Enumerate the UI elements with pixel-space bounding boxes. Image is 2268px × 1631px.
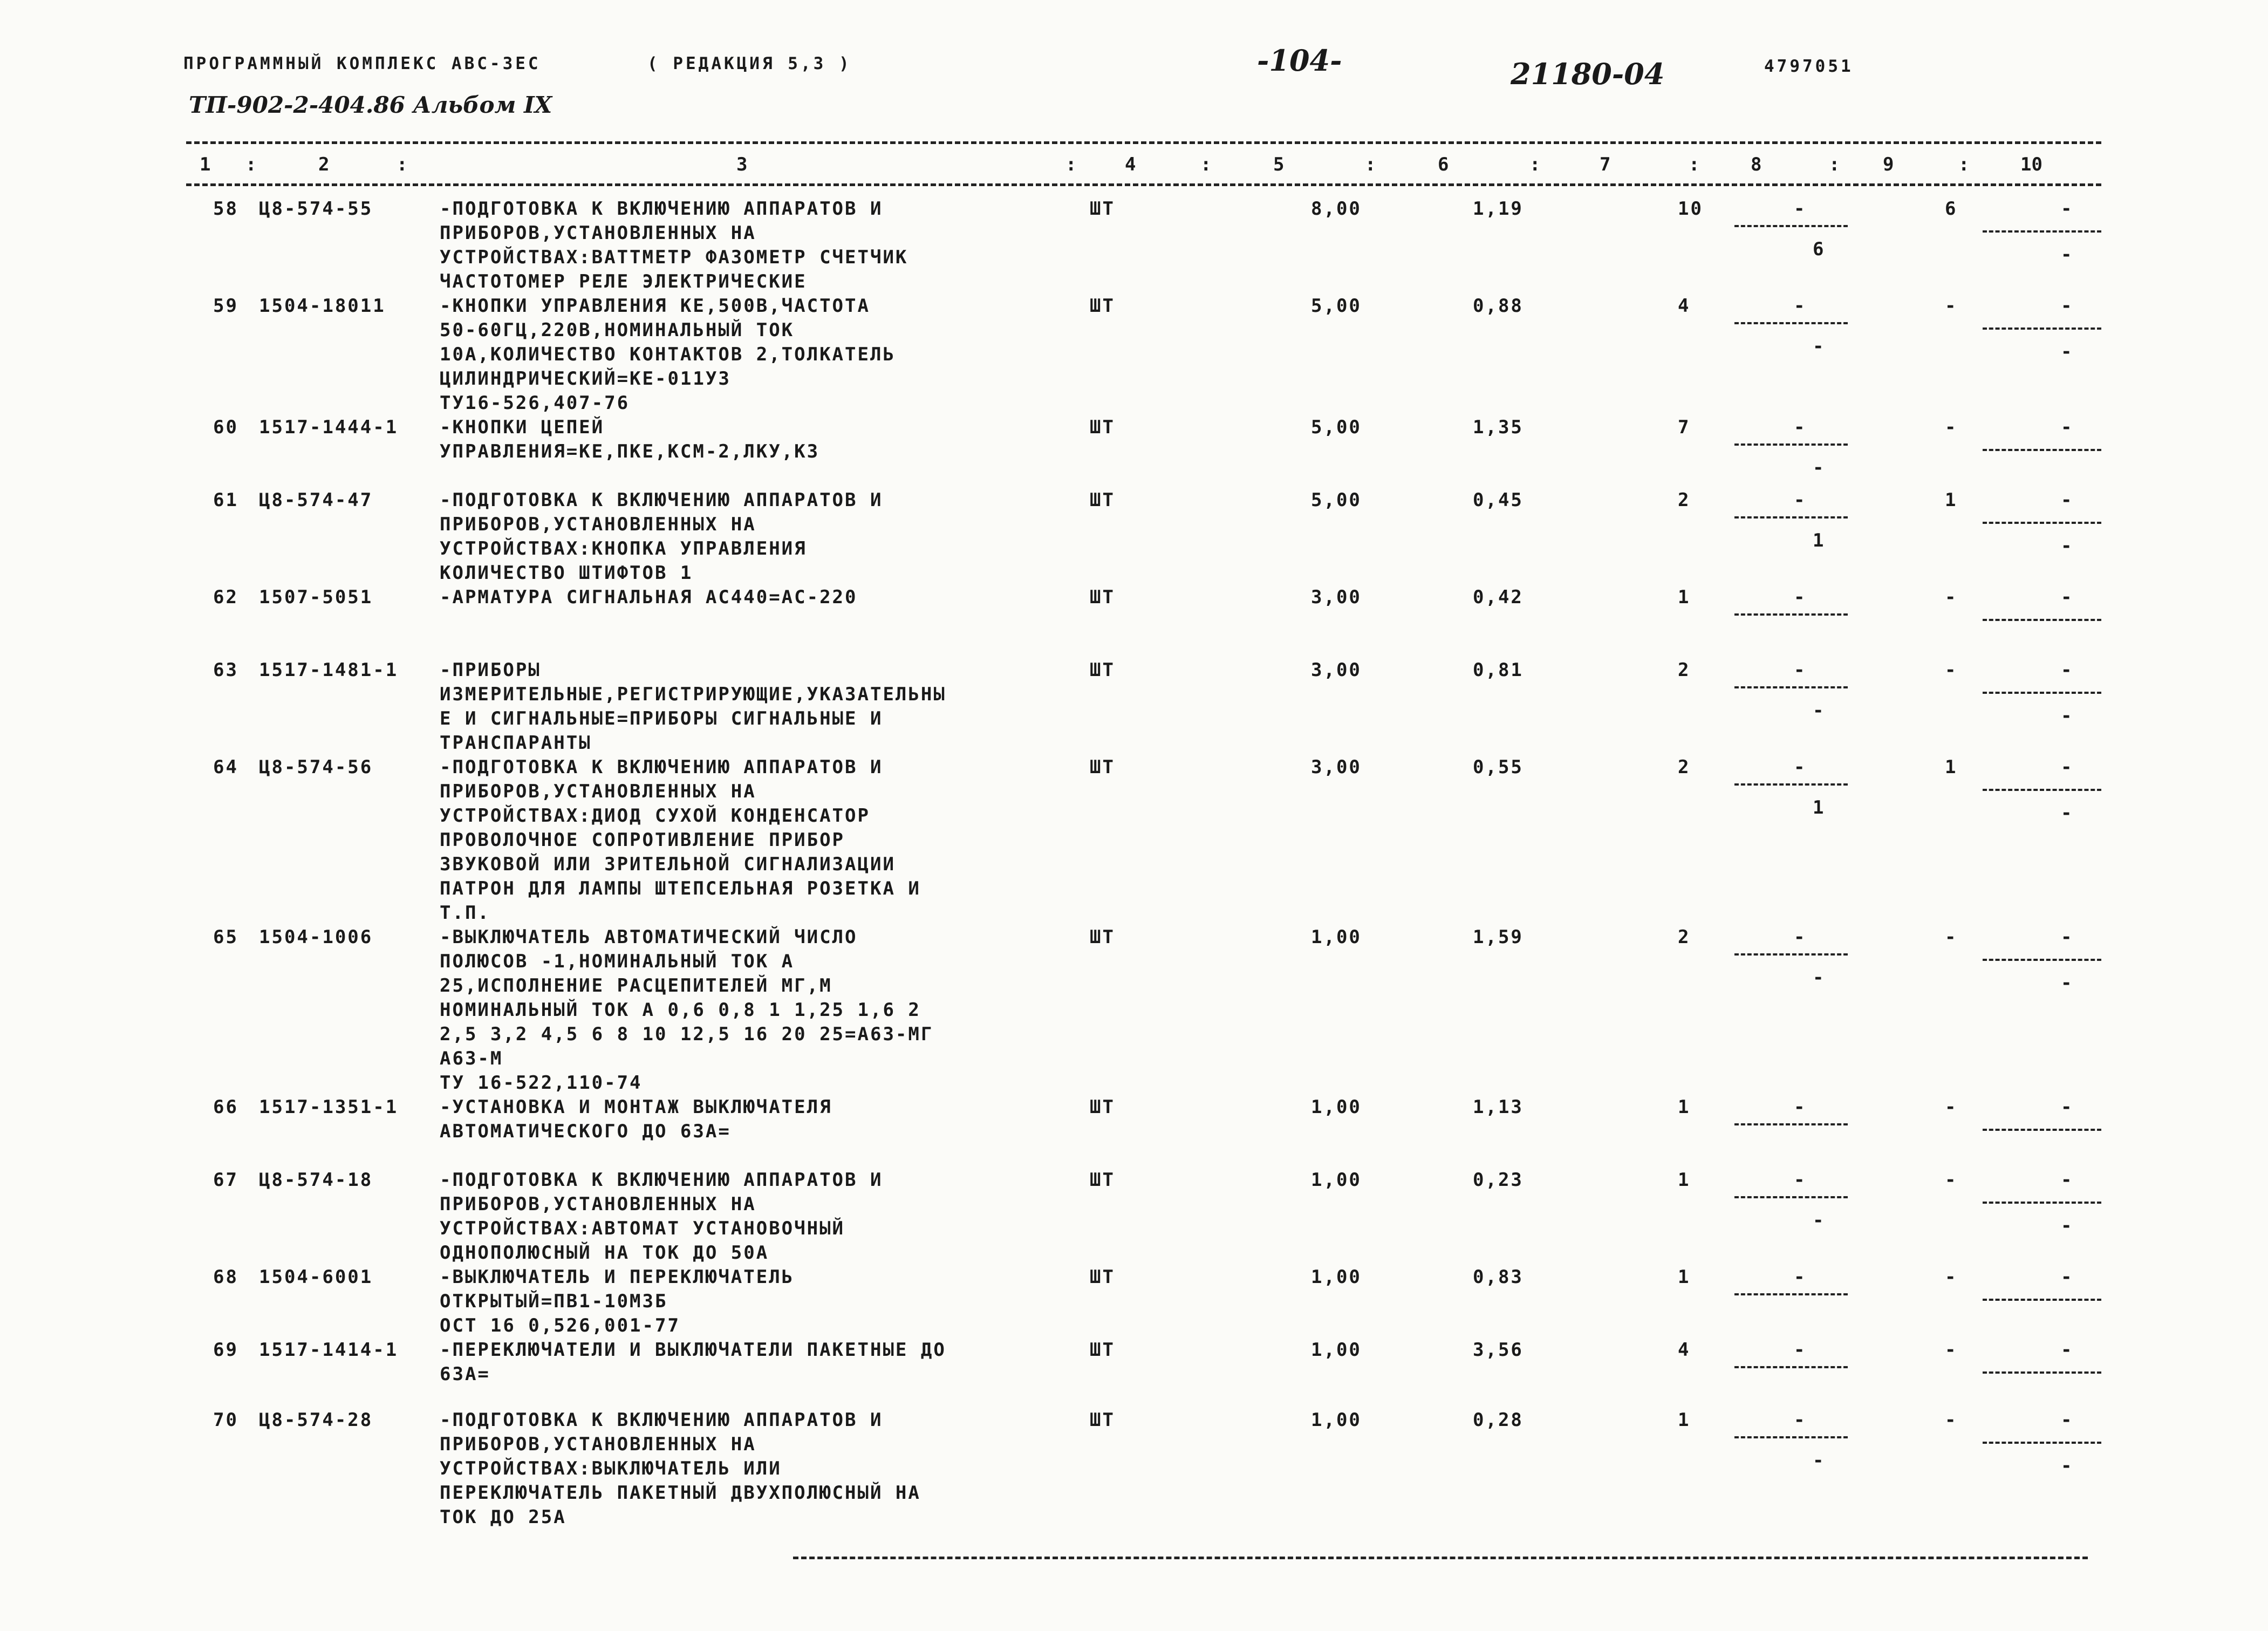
description-line: АВТОМАТИЧЕСКОГО ДО 63А= — [440, 1121, 731, 1142]
row-col10: - — [2061, 756, 2074, 778]
row-code: Ц8-574-56 — [259, 756, 373, 778]
description-line: 2,5 3,2 4,5 6 8 10 12,5 16 20 25=А63-МГ — [440, 1023, 934, 1045]
row-quantity: 5,00 — [1311, 489, 1362, 511]
col-sep: : — [1689, 154, 1700, 175]
col-1: 1 — [200, 154, 211, 175]
row-col10: - — [2061, 586, 2074, 608]
row-col9: - — [1945, 1096, 1958, 1118]
row-col8: - — [1794, 586, 1807, 608]
col-2: 2 — [318, 154, 330, 175]
row-col9: - — [1945, 1409, 1958, 1431]
row-number: 67 — [213, 1169, 238, 1191]
description-line: УСТРОЙСТВАХ:АВТОМАТ УСТАНОВОЧНЫЙ — [440, 1218, 845, 1239]
description-line: ИЗМЕРИТЕЛЬНЫЕ,РЕГИСТРИРУЮЩИЕ,УКАЗАТЕЛЬНЫ — [440, 684, 946, 705]
col8-divider — [1734, 1196, 1848, 1198]
description-line: ПРОВОЛОЧНОЕ СОПРОТИВЛЕНИЕ ПРИБОР — [440, 829, 845, 851]
description-line: ЗВУКОВОЙ ИЛИ ЗРИТЕЛЬНОЙ СИГНАЛИЗАЦИИ — [440, 854, 896, 875]
col-sep: : — [1200, 154, 1212, 175]
row-col9: - — [1945, 586, 1958, 608]
row-col8: - — [1794, 417, 1807, 438]
description-line: 63А= — [440, 1363, 490, 1385]
row-description — [440, 1338, 1071, 1387]
row-col8-sub: - — [1813, 457, 1826, 479]
row-col9: - — [1945, 926, 1958, 948]
col-sep: : — [397, 154, 408, 175]
row-col8: - — [1794, 1266, 1807, 1288]
description-line: ПРИБОРОВ,УСТАНОВЛЕННЫХ НА — [440, 1193, 756, 1215]
description-line: УСТРОЙСТВАХ:КНОПКА УПРАВЛЕНИЯ — [440, 538, 807, 559]
row-description — [440, 658, 1071, 755]
row-quantity: 3,00 — [1311, 659, 1362, 681]
col-8: 8 — [1751, 154, 1762, 175]
col8-divider — [1734, 1123, 1848, 1125]
row-code: 1517-1481-1 — [259, 659, 399, 681]
row-description — [440, 1408, 1071, 1530]
description-line: НОМИНАЛЬНЫЙ ТОК А 0,6 0,8 1 1,25 1,6 2 — [440, 999, 921, 1021]
row-unit: ШТ — [1090, 659, 1115, 681]
row-col8: - — [1794, 1409, 1807, 1431]
description-line: -ПОДГОТОВКА К ВКЛЮЧЕНИЮ АППАРАТОВ И — [440, 489, 883, 511]
description-line: ПОЛЮСОВ -1,НОМИНАЛЬНЫЙ ТОК А — [440, 951, 795, 972]
col8-divider — [1734, 686, 1848, 688]
row-code: 1504-6001 — [259, 1266, 373, 1288]
row-col9: - — [1945, 1169, 1958, 1191]
row-col9: 1 — [1945, 489, 1958, 511]
row-code: 1507-5051 — [259, 586, 373, 608]
description-line: ОСТ 16 0,526,001-77 — [440, 1315, 680, 1336]
row-code: Ц8-574-55 — [259, 198, 373, 220]
col10-divider — [1983, 1371, 2101, 1374]
description-line: -ПОДГОТОВКА К ВКЛЮЧЕНИЮ АППАРАТОВ И — [440, 756, 883, 778]
description-line: ТУ 16-522,110-74 — [440, 1072, 643, 1094]
row-quantity: 1,00 — [1311, 1096, 1362, 1118]
description-line: ПАТРОН ДЛЯ ЛАМПЫ ШТЕПСЕЛЬНАЯ РОЗЕТКА И — [440, 878, 921, 899]
row-number: 68 — [213, 1266, 238, 1288]
col-sep: : — [1529, 154, 1541, 175]
description-line: ТРАНСПАРАНТЫ — [440, 732, 592, 754]
row-code: 1517-1414-1 — [259, 1339, 399, 1361]
col10-divider — [1983, 959, 2101, 961]
row-col10: - — [2061, 417, 2074, 438]
description-line: КОЛИЧЕСТВО ШТИФТОВ 1 — [440, 562, 693, 584]
row-number: 62 — [213, 586, 238, 608]
description-line: ПЕРЕКЛЮЧАТЕЛЬ ПАКЕТНЫЙ ДВУХПОЛЮСНЫЙ НА — [440, 1482, 921, 1504]
row-quantity: 1,00 — [1311, 1409, 1362, 1431]
row-description — [440, 415, 1071, 464]
row-col8: - — [1794, 1339, 1807, 1361]
row-col9: - — [1945, 659, 1958, 681]
row-description — [440, 1168, 1071, 1265]
edition-label: ( РЕДАКЦИЯ 5,3 ) — [647, 54, 852, 73]
row-code: 1517-1351-1 — [259, 1096, 399, 1118]
row-col10-sub: - — [2061, 535, 2074, 557]
row-col8: - — [1794, 489, 1807, 511]
row-col8: - — [1794, 295, 1807, 317]
row-col8-sub: 1 — [1813, 797, 1826, 818]
row-code: Ц8-574-18 — [259, 1169, 373, 1191]
description-line: -КНОПКИ УПРАВЛЕНИЯ КЕ,500В,ЧАСТОТА — [440, 295, 870, 317]
header-rule-top — [186, 141, 2101, 144]
row-unit: ШТ — [1090, 489, 1115, 511]
row-col9: 6 — [1945, 198, 1958, 220]
col-5: 5 — [1273, 154, 1285, 175]
row-col10: - — [2061, 1096, 2074, 1118]
row-number: 61 — [213, 489, 238, 511]
col10-divider — [1983, 1442, 2101, 1444]
row-col9: 1 — [1945, 756, 1958, 778]
col-sep: : — [1958, 154, 1970, 175]
row-col10-sub: - — [2061, 802, 2074, 824]
row-col8: - — [1794, 926, 1807, 948]
row-unit: ШТ — [1090, 926, 1115, 948]
description-line: ПРИБОРОВ,УСТАНОВЛЕННЫХ НА — [440, 1434, 756, 1455]
row-unit: ШТ — [1090, 586, 1115, 608]
row-col9: - — [1945, 295, 1958, 317]
row-rate: 0,28 — [1473, 1409, 1524, 1431]
page-number: -104- — [1257, 43, 1342, 78]
description-line: -ПОДГОТОВКА К ВКЛЮЧЕНИЮ АППАРАТОВ И — [440, 198, 883, 220]
row-col10-sub: - — [2061, 972, 2074, 994]
description-line: -ПОДГОТОВКА К ВКЛЮЧЕНИЮ АППАРАТОВ И — [440, 1169, 883, 1191]
description-line: ЦИЛИНДРИЧЕСКИЙ=КЕ-011УЗ — [440, 368, 731, 390]
col10-divider — [1983, 1129, 2101, 1131]
row-col7: 1 — [1678, 1096, 1691, 1118]
table-end-rule — [793, 1557, 2088, 1559]
col10-divider — [1983, 1299, 2101, 1301]
row-code: 1504-1006 — [259, 926, 373, 948]
col-sep: : — [1829, 154, 1840, 175]
description-line: -ПОДГОТОВКА К ВКЛЮЧЕНИЮ АППАРАТОВ И — [440, 1409, 883, 1431]
row-rate: 1,35 — [1473, 417, 1524, 438]
description-line: ЧАСТОТОМЕР РЕЛЕ ЭЛЕКТРИЧЕСКИЕ — [440, 271, 807, 292]
row-col10-sub: - — [2061, 1215, 2074, 1237]
description-line: 10А,КОЛИЧЕСТВО КОНТАКТОВ 2,ТОЛКАТЕЛЬ — [440, 344, 896, 365]
row-rate: 0,81 — [1473, 659, 1524, 681]
row-code: 1517-1444-1 — [259, 417, 399, 438]
row-unit: ШТ — [1090, 198, 1115, 220]
description-line: ПРИБОРОВ,УСТАНОВЛЕННЫХ НА — [440, 514, 756, 535]
row-quantity: 3,00 — [1311, 756, 1362, 778]
col8-divider — [1734, 1293, 1848, 1295]
row-col8: - — [1794, 1096, 1807, 1118]
col8-divider — [1734, 953, 1848, 956]
row-description — [440, 1265, 1071, 1338]
row-quantity: 8,00 — [1311, 198, 1362, 220]
row-unit: ШТ — [1090, 1409, 1115, 1431]
row-col7: 1 — [1678, 586, 1691, 608]
row-number: 66 — [213, 1096, 238, 1118]
row-unit: ШТ — [1090, 295, 1115, 317]
col8-divider — [1734, 1366, 1848, 1368]
row-unit: ШТ — [1090, 1096, 1115, 1118]
description-line: УПРАВЛЕНИЯ=КЕ,ПКЕ,КСМ-2,ЛКУ,КЗ — [440, 441, 820, 462]
row-quantity: 1,00 — [1311, 1339, 1362, 1361]
col10-divider — [1983, 789, 2101, 791]
row-col10-sub: - — [2061, 244, 2074, 265]
row-quantity: 1,00 — [1311, 1266, 1362, 1288]
col10-divider — [1983, 449, 2101, 451]
row-number: 60 — [213, 417, 238, 438]
row-col8-sub: - — [1813, 336, 1826, 357]
col-4: 4 — [1125, 154, 1136, 175]
description-line: ТУ16-526,407-76 — [440, 392, 630, 414]
description-line: УСТРОЙСТВАХ:ВАТТМЕТР ФАЗОМЕТР СЧЕТЧИК — [440, 247, 908, 268]
col-sep: : — [1065, 154, 1077, 175]
row-col7: 2 — [1678, 489, 1691, 511]
row-col10: - — [2061, 1266, 2074, 1288]
col-sep: : — [1365, 154, 1376, 175]
row-col9: - — [1945, 417, 1958, 438]
description-line: -АРМАТУРА СИГНАЛЬНАЯ АС440=АС-220 — [440, 586, 858, 608]
col8-divider — [1734, 443, 1848, 446]
col-10: 10 — [2020, 154, 2042, 175]
row-rate: 0,55 — [1473, 756, 1524, 778]
row-col10-sub: - — [2061, 341, 2074, 363]
description-line: -ПЕРЕКЛЮЧАТЕЛИ И ВЫКЛЮЧАТЕЛИ ПАКЕТНЫЕ ДО — [440, 1339, 946, 1361]
col-sep: : — [245, 154, 257, 175]
row-col9: - — [1945, 1339, 1958, 1361]
row-col10: - — [2061, 295, 2074, 317]
row-col10-sub: - — [2061, 1455, 2074, 1477]
row-col7: 1 — [1678, 1169, 1691, 1191]
program-title: ПРОГРАММНЫЙ КОМПЛЕКС АВС-3ЕС — [183, 54, 541, 73]
row-rate: 0,83 — [1473, 1266, 1524, 1288]
col-7: 7 — [1600, 154, 1611, 175]
col-3: 3 — [736, 154, 748, 175]
row-rate: 0,23 — [1473, 1169, 1524, 1191]
row-description — [440, 755, 1071, 925]
description-line: УСТРОЙСТВАХ:ДИОД СУХОЙ КОНДЕНСАТОР — [440, 805, 870, 827]
document-code: 21180-04 — [1511, 57, 1665, 91]
row-col8-sub: 6 — [1813, 238, 1826, 260]
row-rate: 0,45 — [1473, 489, 1524, 511]
row-unit: ШТ — [1090, 417, 1115, 438]
description-line: Е И СИГНАЛЬНЫЕ=ПРИБОРЫ СИГНАЛЬНЫЕ И — [440, 708, 883, 729]
row-col10: - — [2061, 489, 2074, 511]
col10-divider — [1983, 692, 2101, 694]
description-line: ОТКРЫТЫЙ=ПВ1-10М3Б — [440, 1291, 668, 1312]
description-line: 25,ИСПОЛНЕНИЕ РАСЦЕПИТЕЛЕЙ МГ,М — [440, 975, 832, 997]
row-rate: 0,88 — [1473, 295, 1524, 317]
description-line: ТОК ДО 25А — [440, 1506, 566, 1528]
description-line: ПРИБОРОВ,УСТАНОВЛЕННЫХ НА — [440, 781, 756, 802]
row-rate: 1,13 — [1473, 1096, 1524, 1118]
row-description — [440, 294, 1071, 415]
col-6: 6 — [1438, 154, 1449, 175]
row-col8: - — [1794, 659, 1807, 681]
row-col7: 1 — [1678, 1266, 1691, 1288]
row-quantity: 5,00 — [1311, 295, 1362, 317]
row-col8-sub: - — [1813, 1210, 1826, 1231]
row-col8-sub: - — [1813, 700, 1826, 721]
row-description — [440, 488, 1071, 585]
row-col10: - — [2061, 198, 2074, 220]
row-col7: 4 — [1678, 295, 1691, 317]
row-number: 59 — [213, 295, 238, 317]
row-number: 58 — [213, 198, 238, 220]
row-description — [440, 197, 1071, 294]
row-col10-sub: - — [2061, 705, 2074, 727]
row-col8-sub: - — [1813, 967, 1826, 988]
col8-divider — [1734, 613, 1848, 616]
row-rate: 0,42 — [1473, 586, 1524, 608]
row-col7: 2 — [1678, 659, 1691, 681]
row-rate: 1,59 — [1473, 926, 1524, 948]
description-line: 50-60ГЦ,220В,НОМИНАЛЬНЫЙ ТОК — [440, 319, 795, 341]
description-line: ОДНОПОЛЮСНЫЙ НА ТОК ДО 50А — [440, 1242, 769, 1264]
row-col9: - — [1945, 1266, 1958, 1288]
col10-divider — [1983, 619, 2101, 621]
row-col8-sub: 1 — [1813, 530, 1826, 551]
row-col10: - — [2061, 1339, 2074, 1361]
description-line: Т.П. — [440, 902, 490, 924]
description-line: -ПРИБОРЫ — [440, 659, 541, 681]
row-col10: - — [2061, 1169, 2074, 1191]
col10-divider — [1983, 522, 2101, 524]
row-rate: 3,56 — [1473, 1339, 1524, 1361]
sheet-number: 4797051 — [1764, 57, 1854, 76]
col8-divider — [1734, 225, 1848, 227]
col8-divider — [1734, 783, 1848, 786]
row-unit: ШТ — [1090, 1266, 1115, 1288]
col8-divider — [1734, 516, 1848, 518]
row-description — [440, 585, 1071, 610]
row-unit: ШТ — [1090, 1339, 1115, 1361]
row-number: 64 — [213, 756, 238, 778]
row-col10: - — [2061, 926, 2074, 948]
row-unit: ШТ — [1090, 756, 1115, 778]
col10-divider — [1983, 230, 2101, 233]
row-col7: 2 — [1678, 926, 1691, 948]
row-col7: 1 — [1678, 1409, 1691, 1431]
row-description — [440, 925, 1071, 1095]
row-unit: ШТ — [1090, 1169, 1115, 1191]
col8-divider — [1734, 322, 1848, 324]
col8-divider — [1734, 1436, 1848, 1438]
row-number: 70 — [213, 1409, 238, 1431]
row-code: Ц8-574-28 — [259, 1409, 373, 1431]
description-line: -ВЫКЛЮЧАТЕЛЬ И ПЕРЕКЛЮЧАТЕЛЬ — [440, 1266, 795, 1288]
album-reference: ТП-902-2-404.86 Альбом IX — [189, 92, 552, 118]
row-quantity: 5,00 — [1311, 417, 1362, 438]
col-9: 9 — [1883, 154, 1894, 175]
row-rate: 1,19 — [1473, 198, 1524, 220]
row-number: 65 — [213, 926, 238, 948]
row-quantity: 1,00 — [1311, 926, 1362, 948]
row-col8: - — [1794, 756, 1807, 778]
description-line: ПРИБОРОВ,УСТАНОВЛЕННЫХ НА — [440, 222, 756, 244]
header-rule-bottom — [186, 183, 2101, 186]
row-col7: 2 — [1678, 756, 1691, 778]
row-col8: - — [1794, 198, 1807, 220]
row-col10: - — [2061, 1409, 2074, 1431]
description-line: УСТРОЙСТВАХ:ВЫКЛЮЧАТЕЛЬ ИЛИ — [440, 1458, 782, 1479]
description-line: -ВЫКЛЮЧАТЕЛЬ АВТОМАТИЧЕСКИЙ ЧИСЛО — [440, 926, 858, 948]
col10-divider — [1983, 327, 2101, 330]
row-number: 69 — [213, 1339, 238, 1361]
row-code: Ц8-574-47 — [259, 489, 373, 511]
row-col7: 10 — [1678, 198, 1703, 220]
row-col10: - — [2061, 659, 2074, 681]
row-col8: - — [1794, 1169, 1807, 1191]
description-line: -КНОПКИ ЦЕПЕЙ — [440, 417, 605, 438]
row-code: 1504-18011 — [259, 295, 386, 317]
description-line: А63-М — [440, 1048, 503, 1069]
description-line: -УСТАНОВКА И МОНТАЖ ВЫКЛЮЧАТЕЛЯ — [440, 1096, 832, 1118]
row-quantity: 1,00 — [1311, 1169, 1362, 1191]
row-description — [440, 1095, 1071, 1144]
col10-divider — [1983, 1202, 2101, 1204]
row-quantity: 3,00 — [1311, 586, 1362, 608]
row-number: 63 — [213, 659, 238, 681]
row-col7: 4 — [1678, 1339, 1691, 1361]
row-col8-sub: - — [1813, 1450, 1826, 1471]
row-col7: 7 — [1678, 417, 1691, 438]
